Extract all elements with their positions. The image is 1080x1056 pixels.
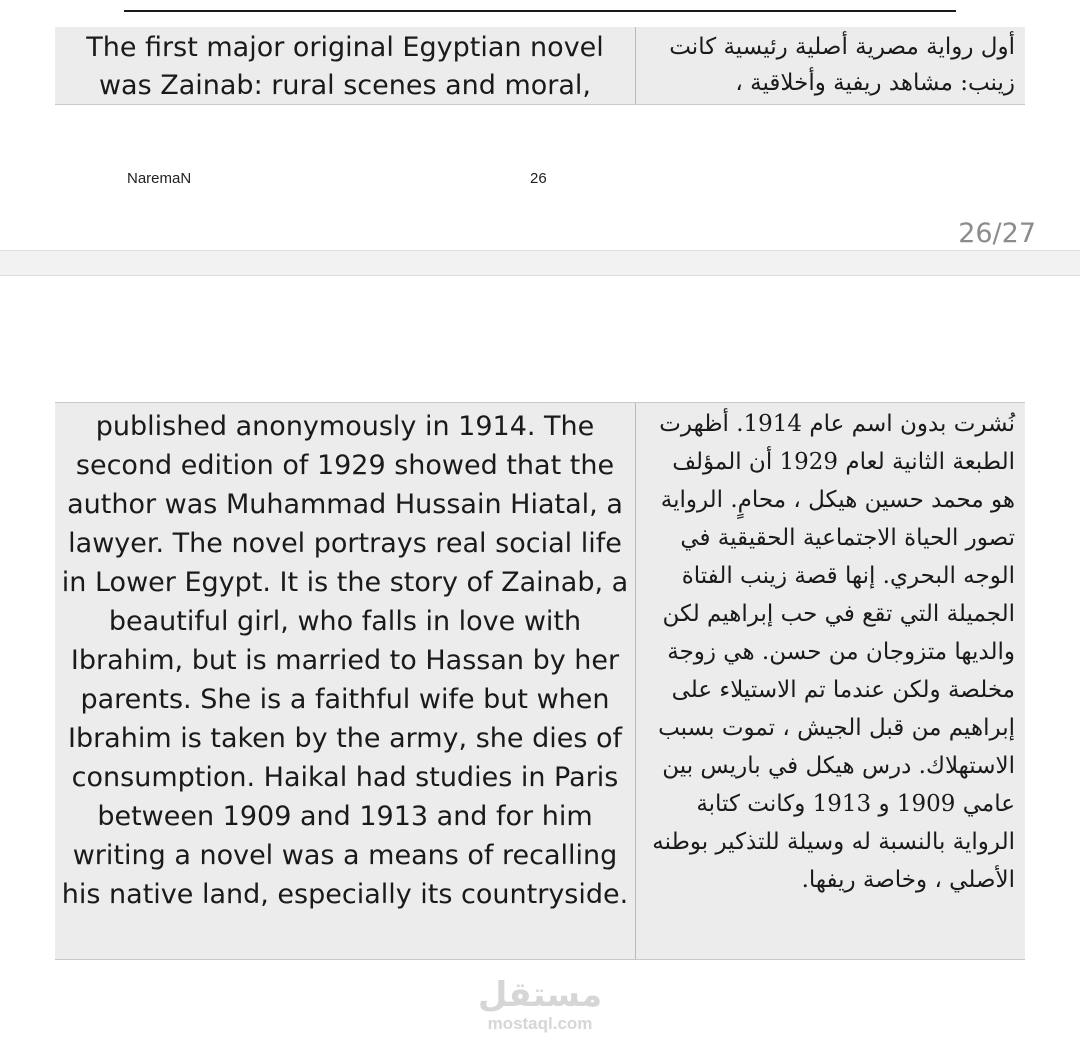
top-divider-line [124,10,956,12]
page1-table-bottom-border [55,104,1025,105]
page-separator [0,250,1080,276]
watermark-logo [470,975,610,1033]
page2-arabic-cell: نُشرت بدون اسم عام 1914. أظهرت الطبعة الثانية لعام 1929 أن المؤلف هو محمد حسين هيكل ، محامٍ. الرواية تصور الحياة الاجتماعية الحقيقية في الوجه البحري. إنها قصة زينب الفتاة الجميلة التي تقع في حب إبراهيم لكن والديها متزوجان من حسن. هي زوجة مخلصة ولكن عندما تم الاستيلاء على إبراهيم من قبل الجيش ، تموت بسبب الاستهلاك. درس هيكل في باريس بين عامي 1909 و 1913 وكانت كتابة الرواية بالنسبة له وسيلة للتذكير بوطنه الأصلي ، وخاصة ريفها. [635,403,1025,959]
page1-translation-table [55,27,1025,104]
page2-translation-table [55,403,1025,959]
watermark-arabic: مستقل [477,975,603,1015]
page1-arabic-cell: أول رواية مصرية أصلية رئيسية كانت زينب: مشاهد ريفية وأخلاقية ، [635,27,1025,104]
watermark-latin: mostaql.com [487,1014,593,1033]
page1-english-cell: The first major original Egyptian novel was Zainab: rural scenes and moral, [86,32,604,101]
page-indicator: 26/27 [958,218,1036,249]
footer-page-number: 26 [530,170,547,187]
page2-table-bottom-border [55,959,1025,960]
page2-english-cell: published anonymously in 1914. The second edition of 1929 showed that the author was Muhammad Hussain Hiatal, a lawyer. The novel portrays real social life in Lower Egypt. It is the story of Zainab, a beautiful girl, who falls in love with Ibrahim, but is married to Hassan by her parents. She is a faithful wife but when Ibrahim is taken by the army, she dies of consumption. Haikal had studies in Paris between 1909 and 1913 and for him writing a novel was a means of recalling his native land, especially its countryside. [61,411,629,910]
footer-author: NaremaN [127,170,192,187]
